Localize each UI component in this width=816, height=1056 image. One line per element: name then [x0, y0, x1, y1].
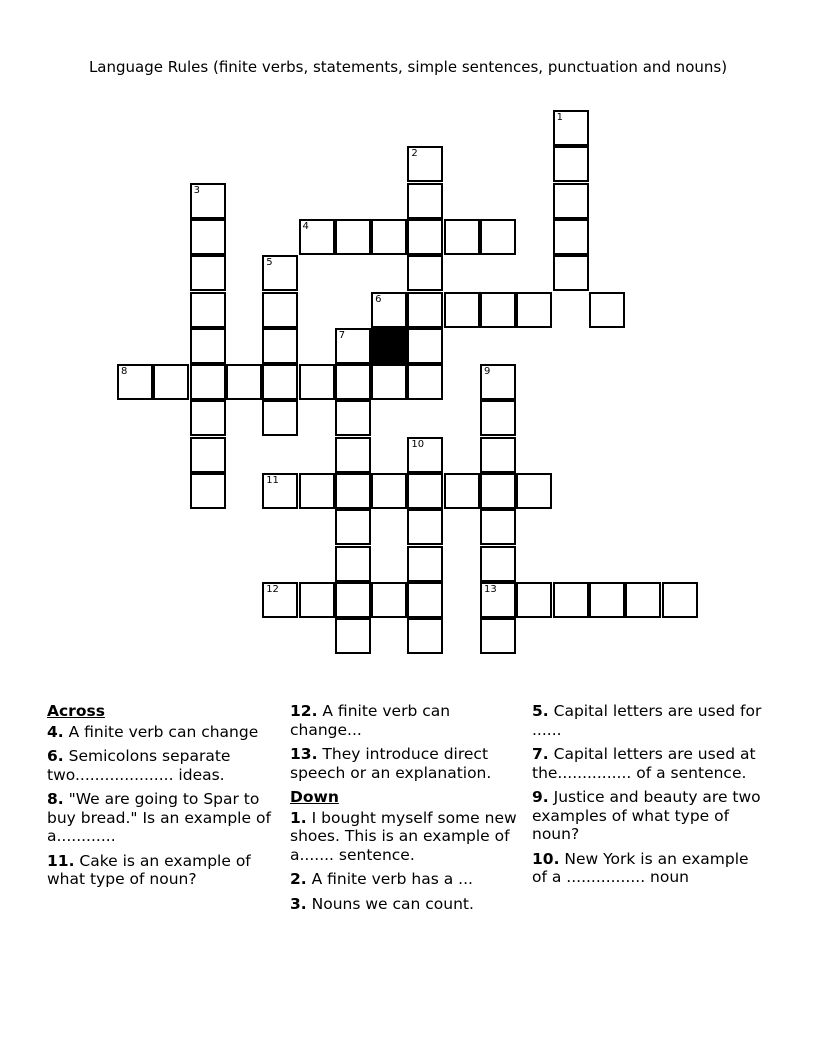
grid-cell[interactable]: [190, 437, 226, 473]
black-cell: [371, 328, 407, 364]
grid-cell[interactable]: [516, 473, 552, 509]
clue-down-7: 7. Capital letters are used at the............... of a sentence.: [532, 745, 756, 782]
grid-cell[interactable]: [407, 183, 443, 219]
clue-number: 5: [266, 257, 273, 269]
grid-cell[interactable]: [480, 292, 516, 328]
grid-cell[interactable]: [480, 364, 516, 400]
grid-cell[interactable]: [444, 292, 480, 328]
clue-number: 6: [375, 293, 382, 305]
grid-cell[interactable]: [335, 509, 371, 545]
clue-across-6: 6. Semicolons separate two.................... ideas.: [47, 747, 231, 784]
clue-number: 3: [193, 184, 200, 196]
clue-down-10: 10. New York is an example of a ................ noun: [532, 849, 749, 886]
grid-cell[interactable]: [190, 328, 226, 364]
grid-cell[interactable]: [262, 292, 298, 328]
grid-cell[interactable]: [589, 292, 625, 328]
grid-cell[interactable]: [335, 437, 371, 473]
grid-cell[interactable]: [480, 582, 516, 618]
grid-cell[interactable]: [190, 183, 226, 219]
grid-cell[interactable]: [407, 219, 443, 255]
grid-cell[interactable]: [407, 364, 443, 400]
grid-cell[interactable]: [516, 582, 552, 618]
grid-cell[interactable]: [335, 582, 371, 618]
grid-cell[interactable]: [480, 546, 516, 582]
grid-cell[interactable]: [335, 400, 371, 436]
grid-cell[interactable]: [480, 400, 516, 436]
grid-cell[interactable]: [407, 582, 443, 618]
clue-down-2: 2. A finite verb has a ...: [290, 870, 473, 888]
grid-cell[interactable]: [190, 219, 226, 255]
clues-column-1: [47, 702, 277, 895]
clue-down-5: 5. Capital letters are used for ......: [532, 702, 762, 739]
grid-cell[interactable]: [371, 364, 407, 400]
clue-number: 4: [302, 220, 309, 232]
clue-down-9: 9. Justice and beauty are two examples of what type of noun?: [532, 788, 761, 843]
clue-across-13: 13. They introduce direct speech or an explanation.: [290, 745, 492, 782]
clue-number: 1: [556, 112, 563, 123]
clue-number: 8: [121, 366, 128, 378]
grid-cell[interactable]: [190, 473, 226, 509]
clue-across-11: 11. Cake is an example of what type of noun?: [47, 851, 251, 888]
grid-cell[interactable]: [299, 473, 335, 509]
grid-cell[interactable]: [190, 255, 226, 291]
clue-number: 2: [411, 148, 418, 160]
clues-column-3: [532, 702, 768, 893]
grid-cell[interactable]: [262, 255, 298, 291]
grid-cell[interactable]: [480, 219, 516, 255]
clue-across-8: 8. "We are going to Spar to buy bread." Is an example of a............: [47, 790, 271, 845]
clue-number: 9: [484, 366, 491, 378]
grid-cell[interactable]: [444, 219, 480, 255]
grid-cell[interactable]: [299, 219, 335, 255]
grid-cell[interactable]: [407, 437, 443, 473]
grid-cell[interactable]: [262, 400, 298, 436]
grid-cell[interactable]: [117, 364, 153, 400]
across-heading: Across: [47, 702, 105, 720]
grid-cell[interactable]: [371, 582, 407, 618]
grid-cell[interactable]: [589, 582, 625, 618]
clue-number: 7: [338, 329, 346, 341]
clue-number: 13: [484, 583, 497, 595]
grid-cell[interactable]: [480, 437, 516, 473]
grid-cell[interactable]: [407, 292, 443, 328]
grid-cell[interactable]: [190, 292, 226, 328]
grid-cell[interactable]: [371, 292, 407, 328]
grid-cell[interactable]: [226, 364, 262, 400]
grid-cell[interactable]: [553, 146, 589, 182]
clue-number: 10: [411, 438, 425, 450]
grid-cell[interactable]: [190, 364, 226, 400]
clue-across-4: 4. A finite verb can change: [47, 722, 259, 741]
grid-cell[interactable]: [299, 364, 335, 400]
grid-cell[interactable]: [553, 183, 589, 219]
grid-cell[interactable]: [262, 328, 298, 364]
grid-cell[interactable]: [262, 473, 298, 509]
grid-cell[interactable]: [407, 546, 443, 582]
page-title: Language Rules (finite verbs, statements, simple sentences, punctuation and nouns): [88, 58, 728, 76]
grid-cell[interactable]: [444, 473, 480, 509]
grid-cell[interactable]: [625, 582, 661, 618]
clues-column-2: [290, 702, 526, 919]
grid-cell[interactable]: [553, 255, 589, 291]
grid-cell[interactable]: [407, 509, 443, 545]
grid-cell[interactable]: [335, 618, 371, 654]
grid-cell[interactable]: [335, 219, 371, 255]
grid-cell[interactable]: [553, 110, 589, 146]
grid-cell[interactable]: [662, 582, 698, 618]
grid-cell[interactable]: [407, 618, 443, 654]
grid-cell[interactable]: [516, 292, 552, 328]
grid-cell[interactable]: [371, 473, 407, 509]
grid-cell[interactable]: [262, 364, 298, 400]
grid-cell[interactable]: [335, 328, 371, 364]
down-heading: Down: [290, 788, 339, 806]
clue-down-3: 3. Nouns we can count.: [290, 894, 474, 913]
grid-cell[interactable]: [335, 473, 371, 509]
grid-cell[interactable]: [153, 364, 189, 400]
grid-cell[interactable]: [335, 364, 371, 400]
grid-cell[interactable]: [553, 582, 589, 618]
clue-down-1: 1. I bought myself some new shoes. This is an example of a....... sentence.: [290, 808, 517, 864]
grid-cell[interactable]: [480, 618, 516, 654]
grid-cell[interactable]: [480, 473, 516, 509]
clue-number: 12: [266, 583, 279, 595]
grid-cell[interactable]: [190, 400, 226, 436]
clue-across-12: 12. A finite verb can change...: [290, 702, 451, 739]
clue-number: 11: [266, 475, 279, 486]
grid-cell[interactable]: [407, 255, 443, 291]
grid-cell[interactable]: [553, 219, 589, 255]
grid-cell[interactable]: [407, 328, 443, 364]
grid-cell[interactable]: [407, 473, 443, 509]
grid-cell[interactable]: [407, 146, 443, 182]
grid-cell[interactable]: [262, 582, 298, 618]
grid-cell[interactable]: [480, 509, 516, 545]
grid-cell[interactable]: [371, 219, 407, 255]
grid-cell[interactable]: [335, 546, 371, 582]
grid-cell[interactable]: [299, 582, 335, 618]
